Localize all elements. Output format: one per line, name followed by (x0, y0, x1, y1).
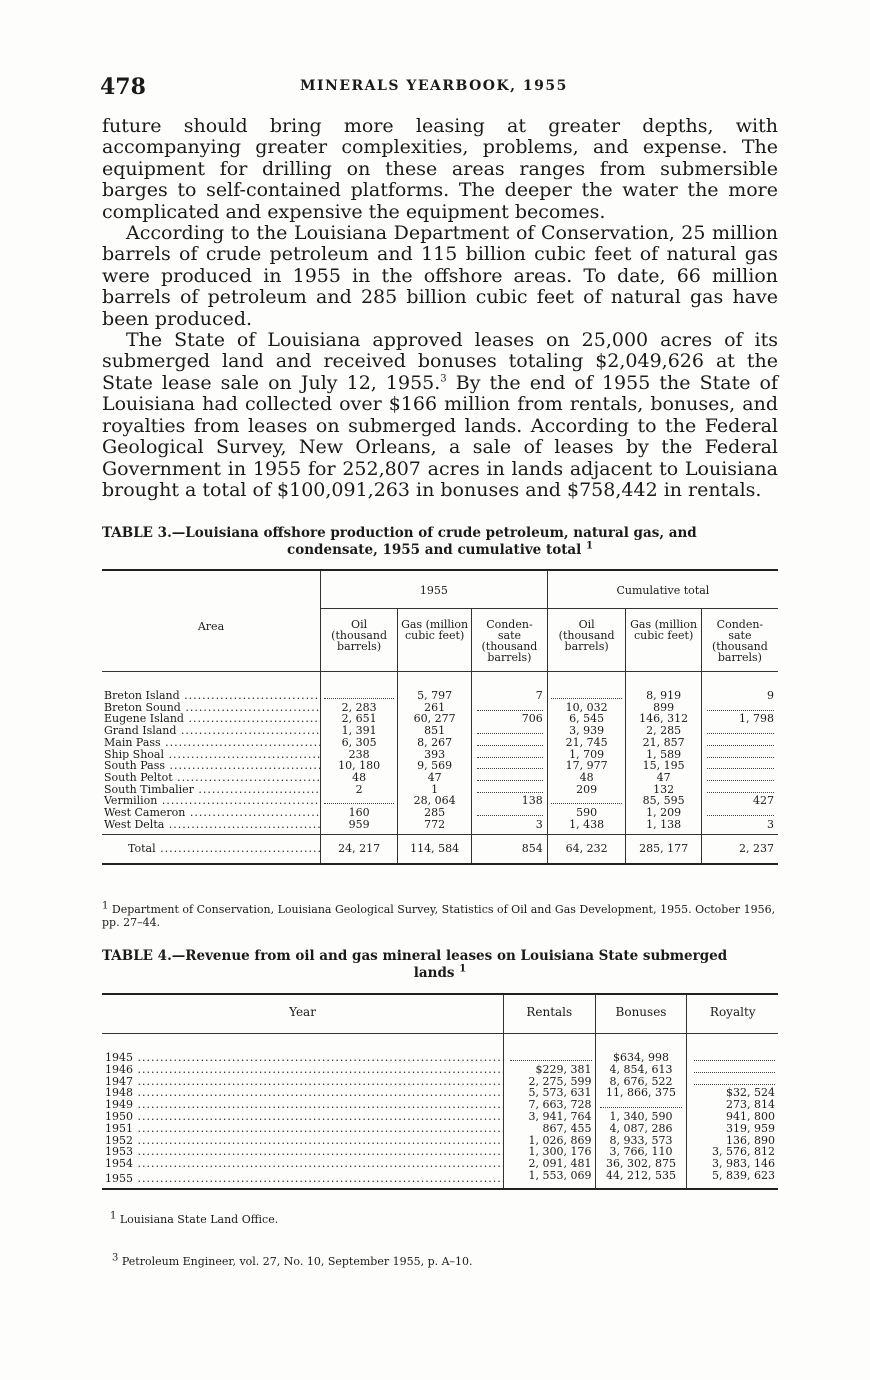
table3-row (102, 772, 778, 784)
table4-cell-rentals: 867, 455 (504, 1123, 596, 1135)
page-footnote-text: Petroleum Engineer, vol. 27, No. 10, September 1955, p. A–10. (121, 1255, 473, 1268)
table3-cell-gas: 285 (398, 807, 472, 819)
table4-cell-royalty (687, 1034, 778, 1064)
empty-cell-dash (477, 727, 543, 734)
paragraph-3 (102, 330, 778, 501)
table4-cell-year: 1952 ..... (102, 1135, 504, 1147)
table4-cell-rentals: 2, 275, 599 (504, 1076, 596, 1088)
empty-cell-dash (694, 1054, 775, 1061)
table3-cell-c_cond (701, 760, 778, 772)
table4-row (102, 1099, 778, 1111)
table3-cell-area: Main Pass ..... (102, 737, 321, 749)
table4-cell-rentals: 2, 091, 481 (504, 1158, 596, 1170)
table3-cell-cond: 706 (472, 713, 548, 725)
table3-cell-gas: 1 (398, 784, 472, 796)
table3-cell-area: Grand Island ..... (102, 725, 321, 737)
table3-total-gas: 114, 584 (398, 835, 472, 864)
paragraph-3-part-b: By the end of 1955 the State of Louisiana had collected over $166 million from rentals, bonuses, and royalties from leases on submerged lands. According to the Federal Geological Survey, New Orleans, a sale of leases by the Federal Government in 1955 for 252,807 acres in lands adjacent to Louisiana brought a total of $100,091,263 in bonuses and $758,442 in rentals. (102, 371, 778, 501)
table3-total-cum-condensate: 2, 237 (701, 835, 778, 864)
empty-cell-dash (477, 762, 543, 769)
table4-cell-royalty: 3, 576, 812 (687, 1146, 778, 1158)
table3-cell-oil (321, 672, 398, 702)
table4-cell-royalty (687, 1064, 778, 1076)
table3-cell-gas: 8, 267 (398, 737, 472, 749)
table4-row (102, 1170, 778, 1189)
table4-row (102, 1158, 778, 1170)
table4-cell-year: 1950 ..... (102, 1111, 504, 1123)
table3-cell-c_gas: 132 (626, 784, 701, 796)
table3-cell-oil: 2 (321, 784, 398, 796)
table3-cell-c_gas: 1, 138 (626, 819, 701, 835)
table3-footnote (102, 900, 778, 929)
table3-cell-c_gas: 146, 312 (626, 713, 701, 725)
table3-cell-c_oil: 209 (547, 784, 626, 796)
table4-cell-royalty: 3, 983, 146 (687, 1158, 778, 1170)
table4-cell-bonuses: 1, 340, 590 (595, 1111, 687, 1123)
table4-cell-royalty: 273, 814 (687, 1099, 778, 1111)
table3-cell-gas: 261 (398, 702, 472, 714)
table3-group-1955: 1955 (321, 570, 548, 609)
table3-cell-c_gas: 8, 919 (626, 672, 701, 702)
table3-cell-cond (472, 807, 548, 819)
table4-row (102, 1111, 778, 1123)
table3-cell-c_oil: 48 (547, 772, 626, 784)
table3-header-oil: Oil (thousand barrels) (321, 609, 398, 672)
table4-header-year: Year (289, 1005, 316, 1019)
table4-cell-rentals (504, 1034, 596, 1064)
table3-cell-area: South Peltot ..... (102, 772, 321, 784)
table3-footnote-ref: 1 (102, 900, 109, 912)
table4-cell-year: 1954 ..... (102, 1158, 504, 1170)
table3-cell-gas: 772 (398, 819, 472, 835)
table3-header-cum-oil: Oil (thousand barrels) (547, 609, 626, 672)
table3-cell-c_gas: 1, 589 (626, 749, 701, 761)
table3-cell-c_gas: 21, 857 (626, 737, 701, 749)
table3-footnote-text: Department of Conservation, Louisiana Geological Survey, Statistics of Oil and Gas Development, 1955. October 1956, pp. 27–44. (102, 903, 776, 929)
table3-row (102, 672, 778, 702)
table3-cell-cond: 138 (472, 795, 548, 807)
table3-cell-c_cond (701, 725, 778, 737)
table4-row (102, 1135, 778, 1147)
table3-cell-c_oil: 21, 745 (547, 737, 626, 749)
table4-cell-bonuses: 8, 676, 522 (595, 1076, 687, 1088)
table3-cell-gas: 9, 569 (398, 760, 472, 772)
table3-cell-cond: 3 (472, 819, 548, 835)
empty-cell-dash (707, 704, 774, 711)
table3-cell-c_cond (701, 807, 778, 819)
table4-cell-royalty: 5, 839, 623 (687, 1170, 778, 1189)
table3-cell-gas: 851 (398, 725, 472, 737)
table3-cell-c_gas: 15, 195 (626, 760, 701, 772)
table3-total-oil: 24, 217 (321, 835, 398, 864)
table3-total-condensate: 854 (472, 835, 548, 864)
table3-row (102, 807, 778, 819)
table3-cell-c_gas: 2, 285 (626, 725, 701, 737)
table3-caption-line2: condensate, 1955 and cumulative total (287, 542, 582, 558)
table3-cell-oil: 2, 283 (321, 702, 398, 714)
table3-cell-area: Ship Shoal ..... (102, 749, 321, 761)
table4-cell-rentals: $229, 381 (504, 1064, 596, 1076)
table4-row (102, 1087, 778, 1099)
table4-cell-year: 1948 ..... (102, 1087, 504, 1099)
table3-cell-gas: 28, 064 (398, 795, 472, 807)
running-title: MINERALS YEARBOOK, 1955 (300, 78, 568, 94)
page-number: 478 (100, 74, 146, 100)
paragraph-2: According to the Louisiana Department of Conservation, 25 million barrels of crude petroleum and 115 billion cubic feet of natural gas were produced in 1955 in the offshore areas. To date, 66 million barrels of petroleum and 285 billion cubic feet of natural gas have been produced. (102, 222, 778, 330)
table4 (102, 993, 778, 1190)
table3-caption-line1: TABLE 3.—Louisiana offshore production of crude petroleum, natural gas, and (102, 525, 697, 541)
table4-cell-rentals: 1, 553, 069 (504, 1170, 596, 1189)
table3-cell-area: South Pass ..... (102, 760, 321, 772)
table3-cell-area: West Cameron ..... (102, 807, 321, 819)
empty-cell-dash (707, 809, 774, 816)
table4-row (102, 1076, 778, 1088)
table4-row (102, 1064, 778, 1076)
table4-cell-year: 1947 ..... (102, 1076, 504, 1088)
page-footnote (112, 1252, 473, 1268)
table3-cell-oil: 160 (321, 807, 398, 819)
table3-cell-gas: 60, 277 (398, 713, 472, 725)
table4-footnote-ref: 1 (110, 1210, 117, 1222)
table3-cell-cond (472, 737, 548, 749)
table4-cell-royalty: $32, 524 (687, 1087, 778, 1099)
table4-cell-rentals: 5, 573, 631 (504, 1087, 596, 1099)
table4-cell-year: 1951 ..... (102, 1123, 504, 1135)
table4-cell-year: 1945 ..... (102, 1034, 504, 1064)
empty-cell-dash (477, 751, 543, 758)
table4-cell-bonuses: $634, 998 (595, 1034, 687, 1064)
table3-header-condensate: Conden- sate (thousand barrels) (472, 609, 548, 672)
table3-cell-oil: 10, 180 (321, 760, 398, 772)
table3-cell-cond (472, 760, 548, 772)
table3-cell-c_cond: 427 (701, 795, 778, 807)
empty-cell-dash (551, 692, 622, 699)
table3-cell-c_cond (701, 772, 778, 784)
table3-cell-c_cond: 9 (701, 672, 778, 702)
empty-cell-dash (477, 739, 543, 746)
empty-cell-dash (551, 797, 622, 804)
table4-cell-rentals: 1, 026, 869 (504, 1135, 596, 1147)
table3-cell-gas: 5, 797 (398, 672, 472, 702)
table3-cell-c_cond (701, 749, 778, 761)
table4-cell-royalty: 136, 890 (687, 1135, 778, 1147)
empty-cell-dash (477, 786, 543, 793)
empty-cell-dash (324, 692, 393, 699)
table4-cell-royalty: 941, 800 (687, 1111, 778, 1123)
table3-cell-gas: 393 (398, 749, 472, 761)
empty-cell-dash (694, 1078, 775, 1085)
table3-cell-c_oil: 6, 545 (547, 713, 626, 725)
table3-cell-c_oil: 17, 977 (547, 760, 626, 772)
table3-cell-oil: 238 (321, 749, 398, 761)
table3-cell-cond: 7 (472, 672, 548, 702)
table3-cell-area: Eugene Island ..... (102, 713, 321, 725)
table4-header-bonuses: Bonuses (595, 994, 687, 1034)
empty-cell-dash (477, 809, 543, 816)
table3-cell-c_oil: 10, 032 (547, 702, 626, 714)
table3-cell-c_gas: 85, 595 (626, 795, 701, 807)
empty-cell-dash (707, 762, 774, 769)
table3-cell-gas: 47 (398, 772, 472, 784)
table3-cell-oil: 959 (321, 819, 398, 835)
table3-cell-area: West Delta ..... (102, 819, 321, 835)
table4-cell-bonuses: 4, 087, 286 (595, 1123, 687, 1135)
table3-caption (102, 525, 778, 559)
table3-header-gas: Gas (million cubic feet) (398, 609, 472, 672)
table4-caption-line1: TABLE 4.—Revenue from oil and gas mineral leases on Louisiana State submerged (102, 948, 728, 964)
table3-cell-c_cond: 1, 798 (701, 713, 778, 725)
page-footnote-ref: 3 (112, 1252, 119, 1264)
table3-cell-oil: 2, 651 (321, 713, 398, 725)
empty-cell-dash (707, 774, 774, 781)
table4-cell-rentals: 3, 941, 764 (504, 1111, 596, 1123)
empty-cell-dash (707, 727, 774, 734)
table3-cell-area: Breton Island ..... (102, 672, 321, 702)
table3-cell-c_oil: 1, 709 (547, 749, 626, 761)
table4-row (102, 1034, 778, 1064)
table4-cell-year: 1955 ..... (102, 1170, 504, 1189)
table3-group-cumulative: Cumulative total (547, 570, 778, 609)
table3-cell-c_oil: 590 (547, 807, 626, 819)
body-text (102, 116, 778, 501)
table3-cell-c_oil (547, 672, 626, 702)
table3-cell-oil: 1, 391 (321, 725, 398, 737)
table4-cell-bonuses: 8, 933, 573 (595, 1135, 687, 1147)
table4-footnote (110, 1210, 279, 1226)
empty-cell-dash (694, 1066, 775, 1073)
table4-header-royalty: Royalty (687, 994, 778, 1034)
table3-total-cum-oil: 64, 232 (547, 835, 626, 864)
table3-cell-cond (472, 725, 548, 737)
table3-cell-c_gas: 47 (626, 772, 701, 784)
empty-cell-dash (477, 704, 543, 711)
table4-footnote-text: Louisiana State Land Office. (119, 1213, 279, 1226)
table3-cell-oil: 6, 305 (321, 737, 398, 749)
table4-cell-rentals: 7, 663, 728 (504, 1099, 596, 1111)
footnote-ref-3: 3 (440, 373, 447, 385)
table3-cell-area: Vermilion ..... (102, 795, 321, 807)
table3-header-cum-gas: Gas (million cubic feet) (626, 609, 701, 672)
empty-cell-dash (707, 739, 774, 746)
empty-cell-dash (707, 751, 774, 758)
table4-caption-ref: 1 (459, 963, 467, 975)
table3-cell-c_cond (701, 737, 778, 749)
table3 (102, 569, 778, 865)
table4-cell-bonuses: 4, 854, 613 (595, 1064, 687, 1076)
table3-row (102, 819, 778, 835)
table4-row (102, 1146, 778, 1158)
table3-cell-cond (472, 749, 548, 761)
table3-total-cum-gas: 285, 177 (626, 835, 701, 864)
table4-caption-line2: lands (413, 965, 455, 981)
table4-caption (102, 948, 778, 982)
empty-cell-dash (707, 786, 774, 793)
table3-cell-c_oil: 1, 438 (547, 819, 626, 835)
table3-cell-area: South Timbalier ..... (102, 784, 321, 796)
table3-cell-cond (472, 772, 548, 784)
table3-cell-c_oil: 3, 939 (547, 725, 626, 737)
table3-total-label: Total ..... (102, 835, 321, 864)
empty-cell-dash (510, 1054, 591, 1061)
table3-cell-c_gas: 899 (626, 702, 701, 714)
table3-caption-ref: 1 (586, 540, 593, 552)
table3-cell-c_cond: 3 (701, 819, 778, 835)
table3-header-area: Area (197, 620, 225, 633)
table3-cell-oil: 48 (321, 772, 398, 784)
table3-cell-area: Breton Sound ..... (102, 702, 321, 714)
table4-cell-year: 1953 ..... (102, 1146, 504, 1158)
table4-cell-bonuses: 11, 866, 375 (595, 1087, 687, 1099)
table4-cell-bonuses: 36, 302, 875 (595, 1158, 687, 1170)
table4-cell-bonuses: 44, 212, 535 (595, 1170, 687, 1189)
table4-row (102, 1123, 778, 1135)
empty-cell-dash (600, 1101, 682, 1108)
empty-cell-dash (324, 797, 393, 804)
paragraph-3-part-a: The State of Louisiana approved leases on 25,000 acres of its submerged land and received bonuses totaling $2,049,626 at the State lease sale on July 12, 1955. (102, 329, 778, 394)
empty-cell-dash (477, 774, 543, 781)
table4-cell-rentals: 1, 300, 176 (504, 1146, 596, 1158)
table4-cell-year: 1949 ..... (102, 1099, 504, 1111)
table3-header-cum-condensate: Conden- sate (thousand barrels) (701, 609, 778, 672)
table3-row (102, 737, 778, 749)
table3-cell-c_gas: 1, 209 (626, 807, 701, 819)
table4-cell-year: 1946 ..... (102, 1064, 504, 1076)
table4-header-rentals: Rentals (504, 994, 596, 1034)
table4-cell-bonuses: 3, 766, 110 (595, 1146, 687, 1158)
paragraph-1: future should bring more leasing at greater depths, with accompanying greater complexities, problems, and expense. The equipment for drilling on these areas ranges from submersible barges to self-contained platforms. The deeper the water the more complicated and expensive the equipment becomes. (102, 115, 778, 223)
table4-cell-royalty: 319, 959 (687, 1123, 778, 1135)
